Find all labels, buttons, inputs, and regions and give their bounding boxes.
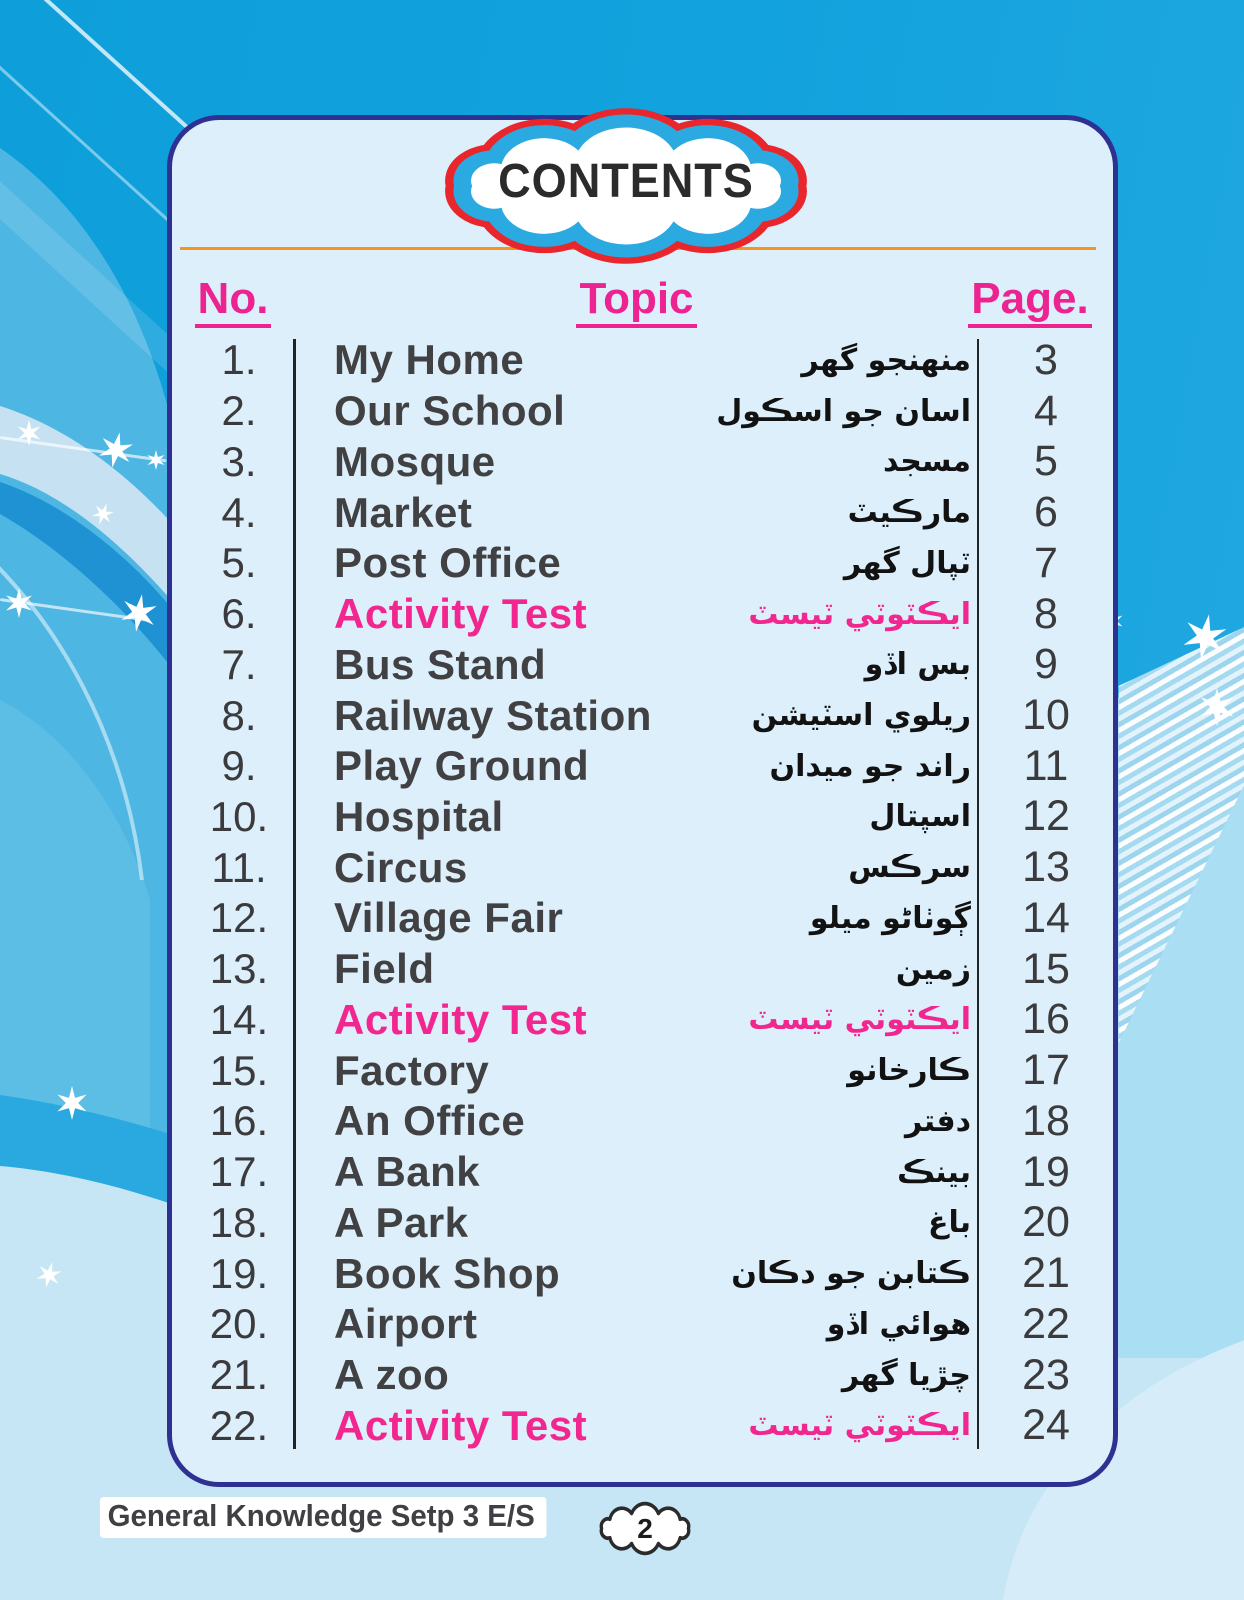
row-topic-english: A Park [334,1198,469,1246]
row-number: 6. [221,590,257,638]
table-row [172,335,1113,386]
contents-panel [167,115,1118,1487]
row-number: 14. [209,995,269,1043]
row-page-number: 14 [1022,893,1070,942]
row-number: 5. [221,539,257,587]
row-topic-english: Field [334,945,435,993]
row-page-number: 6 [1034,488,1058,537]
row-page-number: 8 [1034,589,1058,638]
table-row [172,1147,1113,1198]
row-topic-english: Bus Stand [334,640,547,688]
row-topic-sindhi: باغ [927,1205,971,1241]
contents-table-rows [172,335,1113,1451]
table-row [172,1045,1113,1096]
row-topic-sindhi: ڪارخانو [847,1053,971,1089]
row-topic-cell [294,1250,979,1298]
row-topic-english: A zoo [334,1351,450,1399]
row-topic-english: Airport [334,1300,478,1348]
row-topic-cell [294,1351,979,1399]
footer-book-title: General Knowledge Setp 3 E/S [100,1497,546,1538]
table-row [172,792,1113,843]
row-topic-english: Village Fair [334,894,564,942]
column-header-topic: Topic [576,275,696,328]
row-number: 7. [221,640,257,688]
row-topic-sindhi: ڪتابن جو دڪان [731,1256,971,1292]
row-topic-sindhi: اسان جو اسڪول [716,393,971,429]
row-page-number: 16 [1022,995,1070,1044]
row-topic-sindhi: ايڪٽوٽي ٽيسٽ [748,596,971,632]
table-row [172,944,1113,995]
row-number: 21. [209,1351,269,1399]
row-topic-sindhi: هوائي اڏو [826,1306,971,1342]
row-number: 20. [209,1300,269,1348]
table-row [172,842,1113,893]
row-topic-sindhi: اسپتال [869,799,971,835]
row-topic-english: Our School [334,387,566,435]
row-page-number: 23 [1022,1350,1070,1399]
row-topic-sindhi: سرڪس [848,850,971,886]
table-row [172,538,1113,589]
table-row [172,741,1113,792]
table-row [172,1248,1113,1299]
table-row [172,487,1113,538]
row-page-number: 12 [1022,792,1070,841]
row-number: 18. [209,1198,269,1246]
row-page-number: 9 [1034,640,1058,689]
row-topic-sindhi: ايڪٽوٽي ٽيسٽ [748,1408,971,1444]
row-topic-cell [294,1047,979,1095]
table-row [172,690,1113,741]
row-topic-cell [294,692,979,740]
row-number: 16. [209,1097,269,1145]
row-topic-cell [294,1402,979,1450]
column-header-no: No. [195,275,272,328]
table-row [172,995,1113,1046]
row-topic-sindhi: ڳوٺاڻو ميلو [809,900,971,936]
table-row [172,436,1113,487]
row-topic-english: Factory [334,1046,490,1094]
row-topic-cell [294,1148,979,1196]
contents-table [172,335,1113,1451]
row-topic-sindhi: راند جو ميدان [769,748,971,784]
row-page-number: 24 [1022,1401,1070,1450]
footer-page-number: 2 [637,1512,653,1544]
table-column-headers [172,266,1113,328]
row-topic-cell [294,945,979,993]
row-number: 15. [209,1046,269,1094]
page-title: CONTENTS [498,154,754,208]
row-number: 11. [211,843,267,891]
row-topic-english: Hospital [334,792,504,840]
row-topic-english: My Home [334,336,525,384]
row-topic-cell [294,438,979,486]
row-topic-cell [294,489,979,537]
row-number: 2. [221,387,257,435]
row-topic-cell [294,742,979,790]
row-number: 19. [209,1249,269,1297]
row-topic-english: Market [334,488,473,536]
table-row [172,1400,1113,1451]
row-topic-sindhi: مسجد [882,444,971,480]
table-row [172,1096,1113,1147]
row-topic-sindhi: مارڪيٽ [847,495,971,531]
row-topic-sindhi: چڙيا گهر [841,1357,971,1393]
row-number: 22. [209,1401,269,1449]
row-topic-english: Mosque [334,437,496,485]
row-topic-cell [294,1097,979,1145]
row-page-number: 11 [1023,741,1069,790]
row-number: 4. [221,488,257,536]
row-number: 9. [221,742,257,790]
row-page-number: 19 [1022,1147,1070,1196]
row-page-number: 21 [1022,1249,1070,1298]
row-topic-sindhi: دفتر [905,1103,971,1139]
row-number: 1. [221,336,257,384]
table-row [172,639,1113,690]
row-topic-cell [294,894,979,942]
title-cloud-badge [432,104,820,268]
row-page-number: 5 [1034,437,1058,486]
row-topic-sindhi: ايڪٽوٽي ٽيسٽ [748,1002,971,1038]
row-topic-english: Book Shop [334,1249,561,1297]
row-topic-english: A Bank [334,1148,481,1196]
row-page-number: 7 [1034,538,1058,587]
row-topic-sindhi: زمين [895,951,971,987]
row-page-number: 17 [1022,1046,1070,1095]
row-number: 8. [221,691,257,739]
row-topic-cell [294,844,979,892]
table-row [172,1299,1113,1350]
table-row [172,589,1113,640]
row-page-number: 22 [1022,1299,1070,1348]
row-topic-english: Activity Test [334,995,588,1043]
row-topic-english: An Office [334,1097,526,1145]
row-number: 10. [209,792,269,840]
row-topic-english: Circus [334,843,468,891]
row-topic-cell [294,793,979,841]
row-topic-english: Post Office [334,539,562,587]
table-row [172,893,1113,944]
row-page-number: 18 [1022,1096,1070,1145]
row-topic-cell [294,539,979,587]
row-number: 12. [209,894,269,942]
row-topic-cell [294,1199,979,1247]
row-topic-english: Activity Test [334,1401,588,1449]
row-topic-cell [294,1300,979,1348]
row-topic-cell [294,641,979,689]
row-page-number: 13 [1022,843,1070,892]
row-page-number: 20 [1022,1198,1070,1247]
row-topic-sindhi: ٽپال گهر [843,545,971,581]
row-topic-english: Play Ground [334,742,590,790]
row-topic-english: Railway Station [334,691,652,739]
row-page-number: 15 [1022,944,1070,993]
row-number: 3. [221,437,257,485]
row-topic-sindhi: منهنجو گهر [801,342,971,378]
row-topic-sindhi: بس اڏو [864,647,971,683]
table-row [172,1350,1113,1401]
row-topic-cell [294,387,979,435]
row-topic-sindhi: بينڪ [897,1154,971,1190]
row-number: 13. [209,945,269,993]
row-page-number: 10 [1022,691,1070,739]
row-topic-cell [294,590,979,638]
row-topic-sindhi: ريلوي اسٽيشن [751,698,971,733]
row-topic-cell [294,336,979,384]
row-page-number: 4 [1034,386,1058,435]
row-topic-cell [294,996,979,1044]
footer-page-badge [595,1500,695,1557]
row-page-number: 3 [1034,335,1058,384]
table-row [172,1197,1113,1248]
row-number: 17. [209,1148,269,1196]
table-row [172,386,1113,437]
column-header-page: Page. [968,275,1091,328]
row-topic-english: Activity Test [334,590,588,638]
